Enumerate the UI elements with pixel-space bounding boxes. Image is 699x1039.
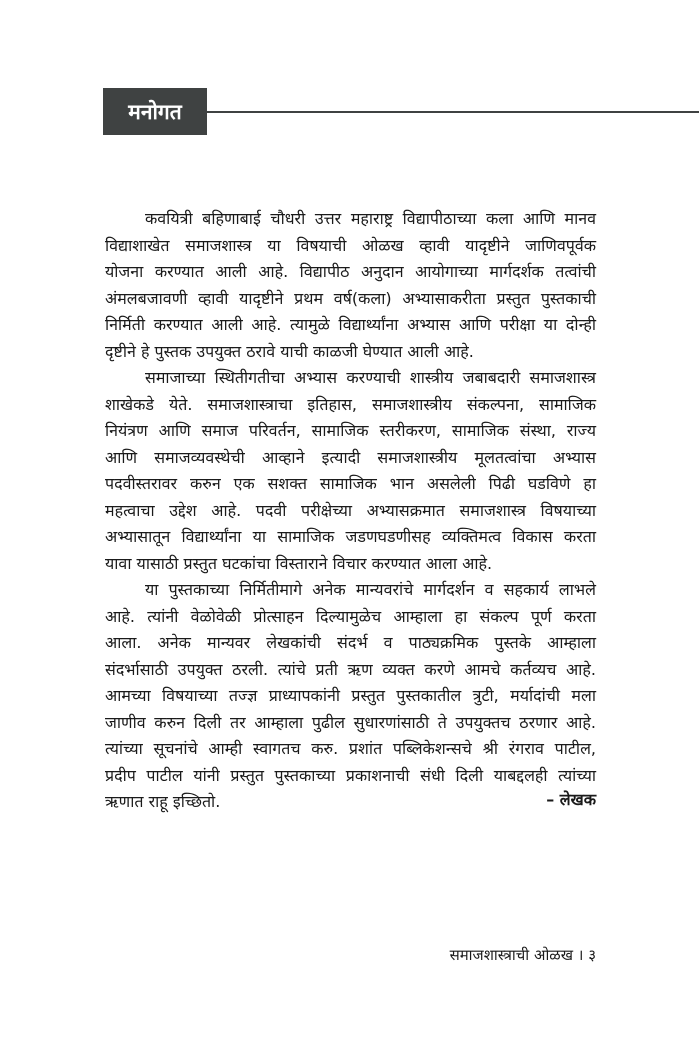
text-line: निर्मिती करण्यात आली आहे. त्यामुळे विद्यार्थ्यांना अभ्यास आणि परीक्षा या दोन्ही (105, 315, 596, 334)
page-footer: समाजशास्त्राची ओळख । ३ (449, 946, 596, 964)
text-line: महत्वाचा उद्देश आहे. पदवी परीक्षेच्या अभ्यासक्रमात समाजशास्त्र विषयाच्या (105, 500, 596, 520)
text-line: आहे. त्यांनी वेळोवेळी प्रोत्साहन दिल्यामुळेच आम्हाला हा संकल्प पूर्ण करता (105, 606, 596, 626)
heading-text: मनोगत (128, 99, 182, 124)
text-line: योजना करण्यात आली आहे. विद्यापीठ अनुदान आयोगाच्या मार्गदर्शक तत्वांची (105, 262, 596, 281)
text-line: जाणीव करुन दिली तर आम्हाला पुढील सुधारणांसाठी ते उपयुक्तच ठरणार आहे. (105, 712, 596, 732)
text-line: त्यांच्या सूचनांचे आम्ही स्वागतच करु. प्रशांत पब्लिकेशन्सचे श्री रंगराव पाटील, (105, 739, 596, 758)
text-line: संदर्भासाठी उपयुक्त ठरली. त्यांचे प्रती ऋण व्यक्त करणे आमचे कर्तव्यच आहे. (105, 659, 596, 679)
text-line: शाखेकडे येते. समाजशास्त्राचा इतिहास, समाजशास्त्रीय संकल्पना, सामाजिक (105, 394, 596, 414)
text-line: अभ्यासातून विद्यार्थ्यांना या सामाजिक जडणघडणीसह व्यक्तिमत्व विकास करता (105, 527, 596, 546)
text-line: आमच्या विषयाच्या तज्ज्ञ प्राध्यापकांनी प्रस्तुत पुस्तकातील त्रुटी, मर्यादांची मला (105, 686, 596, 705)
text-line: ऋणात राहू इच्छितो. (105, 792, 221, 811)
text-line: दृष्टीने हे पुस्तक उपयुक्त ठरावे याची काळजी घेण्यात आली आहे. (105, 341, 474, 361)
text-line: पदवीस्तरावर करुन एक सशक्त सामाजिक भान असलेली पिढी घडविणे हा (105, 474, 596, 493)
text-line: यावा यासाठी प्रस्तुत घटकांचा विस्ताराने विचार करण्यात आला आहे. (105, 553, 493, 573)
text-line: आणि समाजव्यवस्थेची आव्हाने इत्यादी समाजशास्त्रीय मूलतत्वांचा अभ्यास (105, 447, 596, 467)
text-line: नियंत्रण आणि समाज परिवर्तन, सामाजिक स्तरीकरण, सामाजिक संस्था, राज्य (105, 421, 596, 440)
section-heading (103, 88, 207, 135)
text-line: अंमलबजावणी व्हावी यादृष्टीने प्रथम वर्ष(कला) अभ्यासाकरीता प्रस्तुत पुस्तकाची (105, 288, 596, 308)
text-line: कवयित्री बहिणाबाई चौधरी उत्तर महाराष्ट्र विद्यापीठाच्या कला आणि मानव (145, 209, 596, 228)
text-line: विद्याशाखेत समाजशास्त्र या विषयाची ओळख व्हावी यादृष्टीने जाणिवपूर्वक (105, 235, 596, 255)
body-text (105, 206, 596, 816)
heading-rule (207, 111, 699, 113)
text-line: प्रदीप पाटील यांनी प्रस्तुत पुस्तकाच्या प्रकाशनाची संधी दिली याबद्दलही त्यांच्या (105, 765, 596, 785)
signature: – लेखक (546, 790, 596, 809)
text-line: समाजाच्या स्थितीगतीचा अभ्यास करण्याची शास्त्रीय जबाबदारी समाजशास्त्र (145, 368, 596, 387)
text-line: आला. अनेक मान्यवर लेखकांची संदर्भ व पाठ्यक्रमिक पुस्तके आम्हाला (105, 633, 596, 652)
text-line: या पुस्तकाच्या निर्मितीमागे अनेक मान्यवरांचे मार्गदर्शन व सहकार्य लाभले (145, 580, 596, 599)
